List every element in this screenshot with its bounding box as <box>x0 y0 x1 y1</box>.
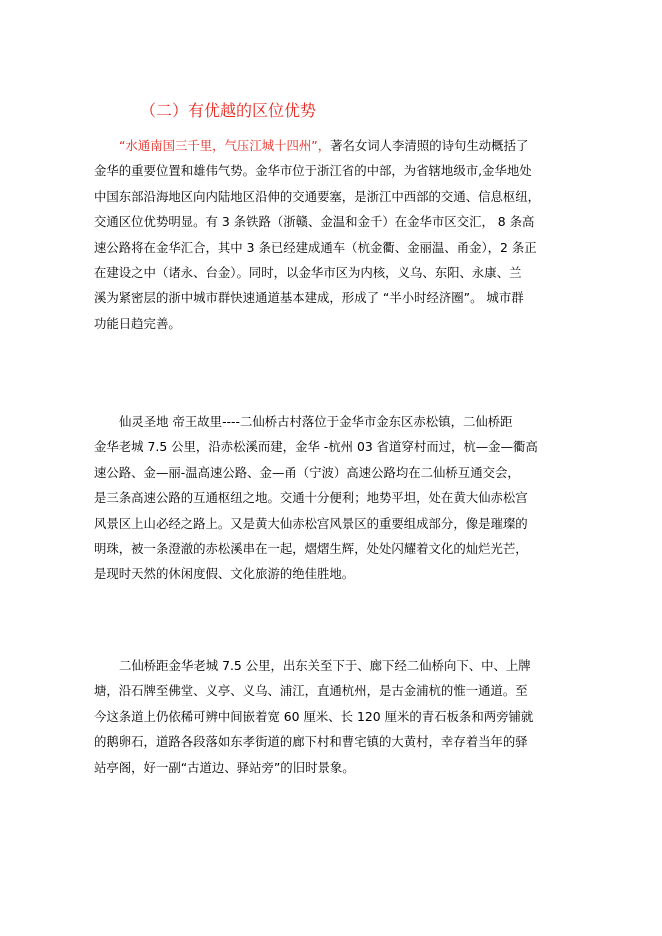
section-heading: （二）有优越的区位优势 <box>140 101 317 120</box>
paragraph-line: 金华老城 7.5 公里，沿赤松溪而建，金华 -杭州 03 省道穿村而过，杭—金—衢高 <box>94 439 538 455</box>
paragraph-erxianqiao-village <box>94 409 574 587</box>
paragraph-line: 速公路、金—丽-温高速公路、金—甬（宁波）高速公路均在二仙桥互通交会， <box>94 464 520 480</box>
paragraph-line: 是现时天然的休闲度假、文化旅游的绝佳胜地。 <box>94 566 355 582</box>
paragraph-line: 是三条高速公路的互通枢纽之地。交通十分便利；地势平坦，处在黄大仙赤松宫 <box>94 490 528 506</box>
paragraph-line: 功能日趋完善。 <box>94 315 181 331</box>
paragraph-line: 速公路将在金华汇合，其中 3 条已经建成通车（杭金衢、金丽温、甬金），2 条正 <box>94 239 537 255</box>
paragraph-line: 在建设之中（诸永、台金）。同时，以金华市区为内核，义乌、东阳、永康、兰 <box>94 264 522 280</box>
poem-quote: “水通南国三千里，气压江城十四州”， <box>119 138 331 153</box>
paragraph-location-advantage <box>94 133 574 336</box>
paragraph-line: 站亭阁，好一副“古道边、驿站旁”的旧时景象。 <box>94 759 355 775</box>
paragraph-ancient-road <box>94 653 574 780</box>
paragraph-line: 金华的重要位置和雄伟气势。金华市位于浙江省的中部，为省辖地级市,金华地处 <box>94 163 532 179</box>
paragraph-line: 中国东部沿海地区向内陆地区沿伸的交通要塞，是浙江中西部的交通、信息枢纽， <box>94 188 541 204</box>
paragraph-line: 明珠，被一条澄澈的赤松溪串在一起，熠熠生辉，处处闪耀着文化的灿烂光芒， <box>94 540 528 556</box>
paragraph-line: 交通区位优势明显。有 3 条铁路（浙赣、金温和金千）在金华市区交汇， 8 条高 <box>94 214 535 230</box>
paragraph-line: 塘，沿石牌至佛堂、义亭、义乌、浦江，直通杭州，是古金浦杭的惟一通道。至 <box>94 683 528 699</box>
paragraph-line: 风景区上山必经之路上。又是黄大仙赤松宫风景区的重要组成部分，像是璀璨的 <box>94 515 528 531</box>
paragraph-line <box>94 133 574 158</box>
paragraph-line: 二仙桥距金华老城 7.5 公里，出东关至下于、廊下经二仙桥向下、中、上牌 <box>119 658 531 673</box>
paragraph-line: 溪为紧密层的浙中城市群快速通道基本建成，形成了 “半小时经济圈”。 城市群 <box>94 290 524 306</box>
paragraph-line: 今这条道上仍依稀可辨中间嵌着宽 60 厘米、长 120 厘米的青石板条和两旁铺就 <box>94 708 534 724</box>
paragraph-text: 著名女词人李清照的诗句生动概括了 <box>330 138 529 153</box>
paragraph-line: 的鹅卵石，道路各段落如东孝街道的廊下村和曹宅镇的大黄村，幸存着当年的驿 <box>94 734 528 750</box>
paragraph-line: 仙灵圣地 帝王故里----二仙桥古村落位于金华市金东区赤松镇，二仙桥距 <box>119 414 513 429</box>
